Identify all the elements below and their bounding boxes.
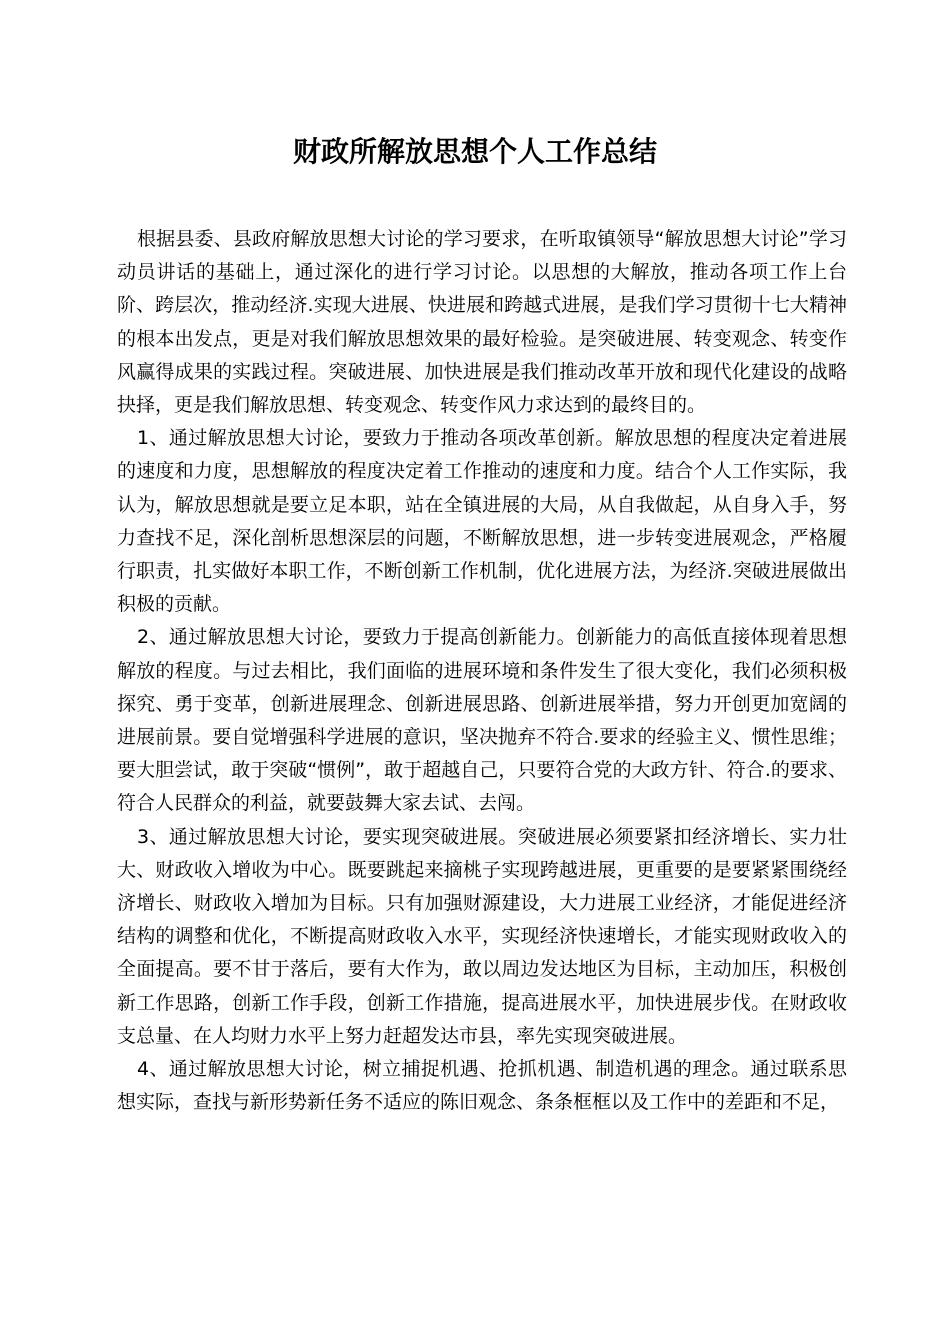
paragraph-3: 3、通过解放思想大讨论，要实现突破进展。突破进展必须要紧扣经济增长、实力壮大、财政收入增收为中心。既要跳起来摘桃子实现跨越进展，更重要的是要紧紧围绕经济增长、财政收入增加为目标。只有加强财源建设，大力进展工业经济，才能促进经济结构的调整和优化，不断提高财政收入水平，实现经济快速增长，才能实现财政收入的全面提高。要不甘于落后，要有大作为，敢以周边发达地区为目标，主动加压，积极创新工作思路，创新工作手段，创新工作措施，提高进展水平，加快进展步伐。在财政收支总量、在人均财力水平上努力赶超发达市县，率先实现突破进展。 bbox=[117, 825, 847, 1047]
document-body bbox=[117, 223, 847, 1119]
paragraph-1: 1、通过解放思想大讨论，要致力于推动各项改革创新。解放思想的程度决定着进展的速度和力度，思想解放的程度决定着工作推动的速度和力度。结合个人工作实际，我认为，解放思想就是要立足本职，站在全镇进展的大局，从自我做起，从自身入手，努力查找不足，深化剖析思想深层的问题，不断解放思想，进一步转变进展观念，严格履行职责，扎实做好本职工作，不断创新工作机制，优化进展方法，为经济.突破进展做出积极的贡献。 bbox=[117, 427, 847, 616]
paragraph-2: 2、通过解放思想大讨论，要致力于提高创新能力。创新能力的高低直接体现着思想解放的程度。与过去相比，我们面临的进展环境和条件发生了很大变化，我们必须积极探究、勇于变革，创新进展理念、创新进展思路、创新进展举措，努力开创更加宽阔的进展前景。要自觉增强科学进展的意识，坚决抛弃不符合.要求的经验主义、惯性思维；要大胆尝试，敢于突破“惯例”，敢于超越自己，只要符合党的大政方针、符合.的要求、符合人民群众的利益，就要鼓舞大家去试、去闯。 bbox=[117, 626, 847, 815]
paragraph-intro: 根据县委、县政府解放思想大讨论的学习要求，在听取镇领导“解放思想大讨论”学习动员讲话的基础上，通过深化的进行学习讨论。以思想的大解放，推动各项工作上台阶、跨层次，推动经济.实现大进展、快进展和跨越式进展，是我们学习贯彻十七大精神的根本出发点，更是对我们解放思想效果的最好检验。是突破进展、转变观念、转变作风赢得成果的实践过程。突破进展、加快进展是我们推动改革开放和现代化建设的战略抉择，更是我们解放思想、转变观念、转变作风力求达到的最终目的。 bbox=[117, 228, 847, 417]
paragraph-4: 4、通过解放思想大讨论，树立捕捉机遇、抢抓机遇、制造机遇的理念。通过联系思想实际，查找与新形势新任务不适应的陈旧观念、条条框框以及工作中的差距和不足， bbox=[117, 1058, 847, 1114]
document-title: 财政所解放思想个人工作总结 bbox=[292, 135, 657, 168]
